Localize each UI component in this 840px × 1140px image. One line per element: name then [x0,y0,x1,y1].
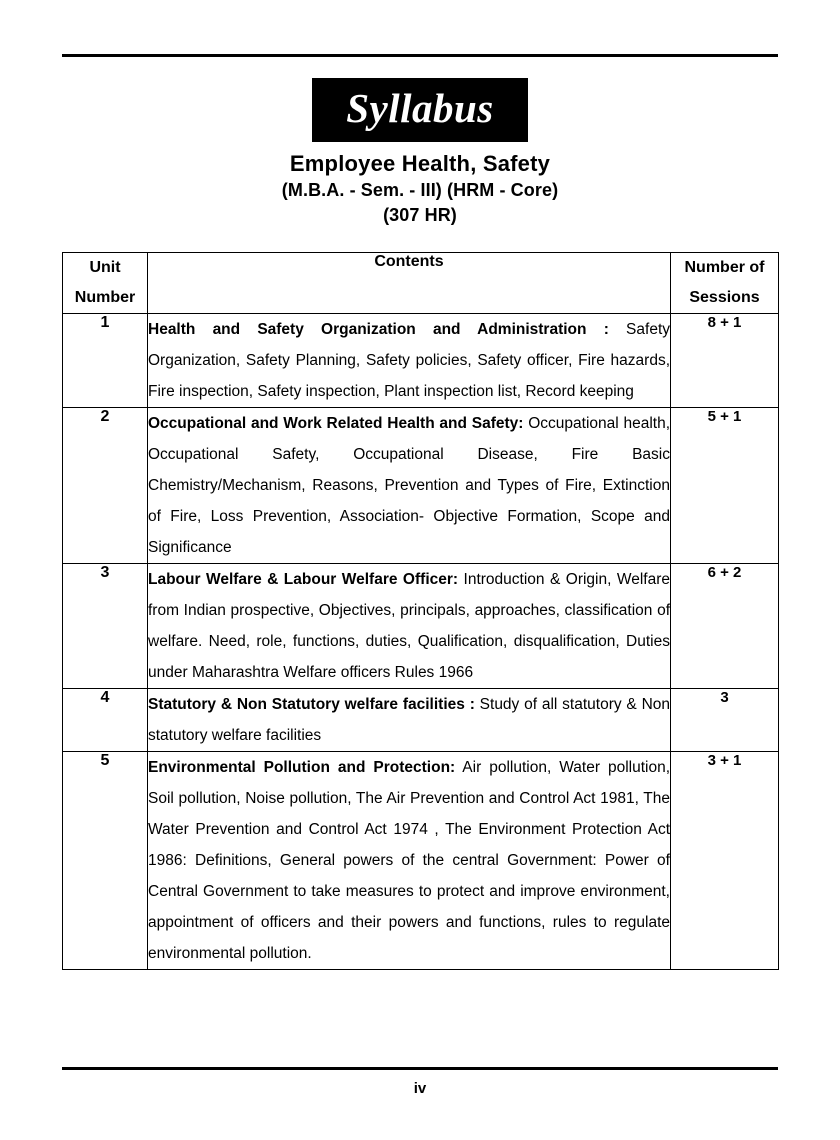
header-rule [62,54,778,57]
unit-contents-cell [148,314,671,408]
syllabus-table [62,252,779,970]
footer-rule [62,1067,778,1070]
unit-number-cell: 1 [63,314,148,408]
syllabus-banner-container [0,78,840,142]
unit-sessions-cell: 6 + 2 [671,564,779,689]
header-unit-number [63,253,148,314]
header-sessions-line2: Sessions [689,289,760,306]
table-row [63,564,779,689]
course-code-line: (307 HR) [383,205,457,225]
table-header-row [63,253,779,314]
unit-sessions-cell: 3 + 1 [671,752,779,970]
unit-title: Occupational and Work Related Health and Safety: [148,415,524,432]
table-row [63,752,779,970]
page-number: iv [413,1080,427,1097]
unit-number-cell: 5 [63,752,148,970]
unit-sessions-cell: 3 [671,689,779,752]
unit-contents-cell [148,408,671,564]
unit-sessions-cell: 8 + 1 [671,314,779,408]
unit-number-cell: 3 [63,564,148,689]
unit-body: Study of all statutory & Non statutory welfare facilities [148,696,670,744]
unit-contents-cell [148,689,671,752]
unit-title: Statutory & Non Statutory welfare facilities : [148,696,475,713]
unit-body: Air pollution, Water pollution, Soil pollution, Noise pollution, The Air Prevention and Control Act 1981, The Water Prevention and Control Act 1974 , The Environment Protection Act 1986: Definitions, General powers of the central Government: Power of Central Government to take measures to protect and improve environment, appointment of officers and their powers and functions, rules to regulate environmental pollution. [148,759,670,962]
subject-title: Employee Health, Safety [289,151,551,176]
unit-number-cell: 4 [63,689,148,752]
header-unit-number-line1: Unit [89,259,121,276]
table-body [63,314,779,970]
unit-body: Introduction & Origin, Welfare from Indian prospective, Objectives, principals, approaches, classification of welfare. Need, role, functions, duties, Qualification, disqualification, Duties under Maharashtra Welfare officers Rules 1966 [148,571,670,681]
unit-body: Safety Organization, Safety Planning, Safety policies, Safety officer, Fire hazards, Fire inspection, Safety inspection, Plant inspection list, Record keeping [148,321,670,400]
table-row [63,408,779,564]
unit-body: Occupational health, Occupational Safety, Occupational Disease, Fire Basic Chemistry/Mechanism, Reasons, Prevention and Types of Fire, Extinction of Fire, Loss Prevention, Association- Objective Formation, Scope and Significance [148,415,671,556]
subject-heading-block [0,150,840,228]
header-sessions [671,253,779,314]
unit-contents-cell [148,752,671,970]
header-contents: Contents [148,253,671,314]
header-unit-number-line2: Number [74,289,136,306]
syllabus-banner-label: Syllabus [312,78,528,142]
unit-title: Health and Safety Organization and Administration : [148,321,609,338]
unit-number-cell: 2 [63,408,148,564]
table-row [63,689,779,752]
program-line: (M.B.A. - Sem. - III) (HRM - Core) [281,180,559,200]
unit-contents-cell [148,564,671,689]
unit-title: Labour Welfare & Labour Welfare Officer: [148,571,459,588]
unit-title: Environmental Pollution and Protection: [148,759,456,776]
unit-sessions-cell: 5 + 1 [671,408,779,564]
header-sessions-line1: Number of [684,259,765,276]
table-row [63,314,779,408]
